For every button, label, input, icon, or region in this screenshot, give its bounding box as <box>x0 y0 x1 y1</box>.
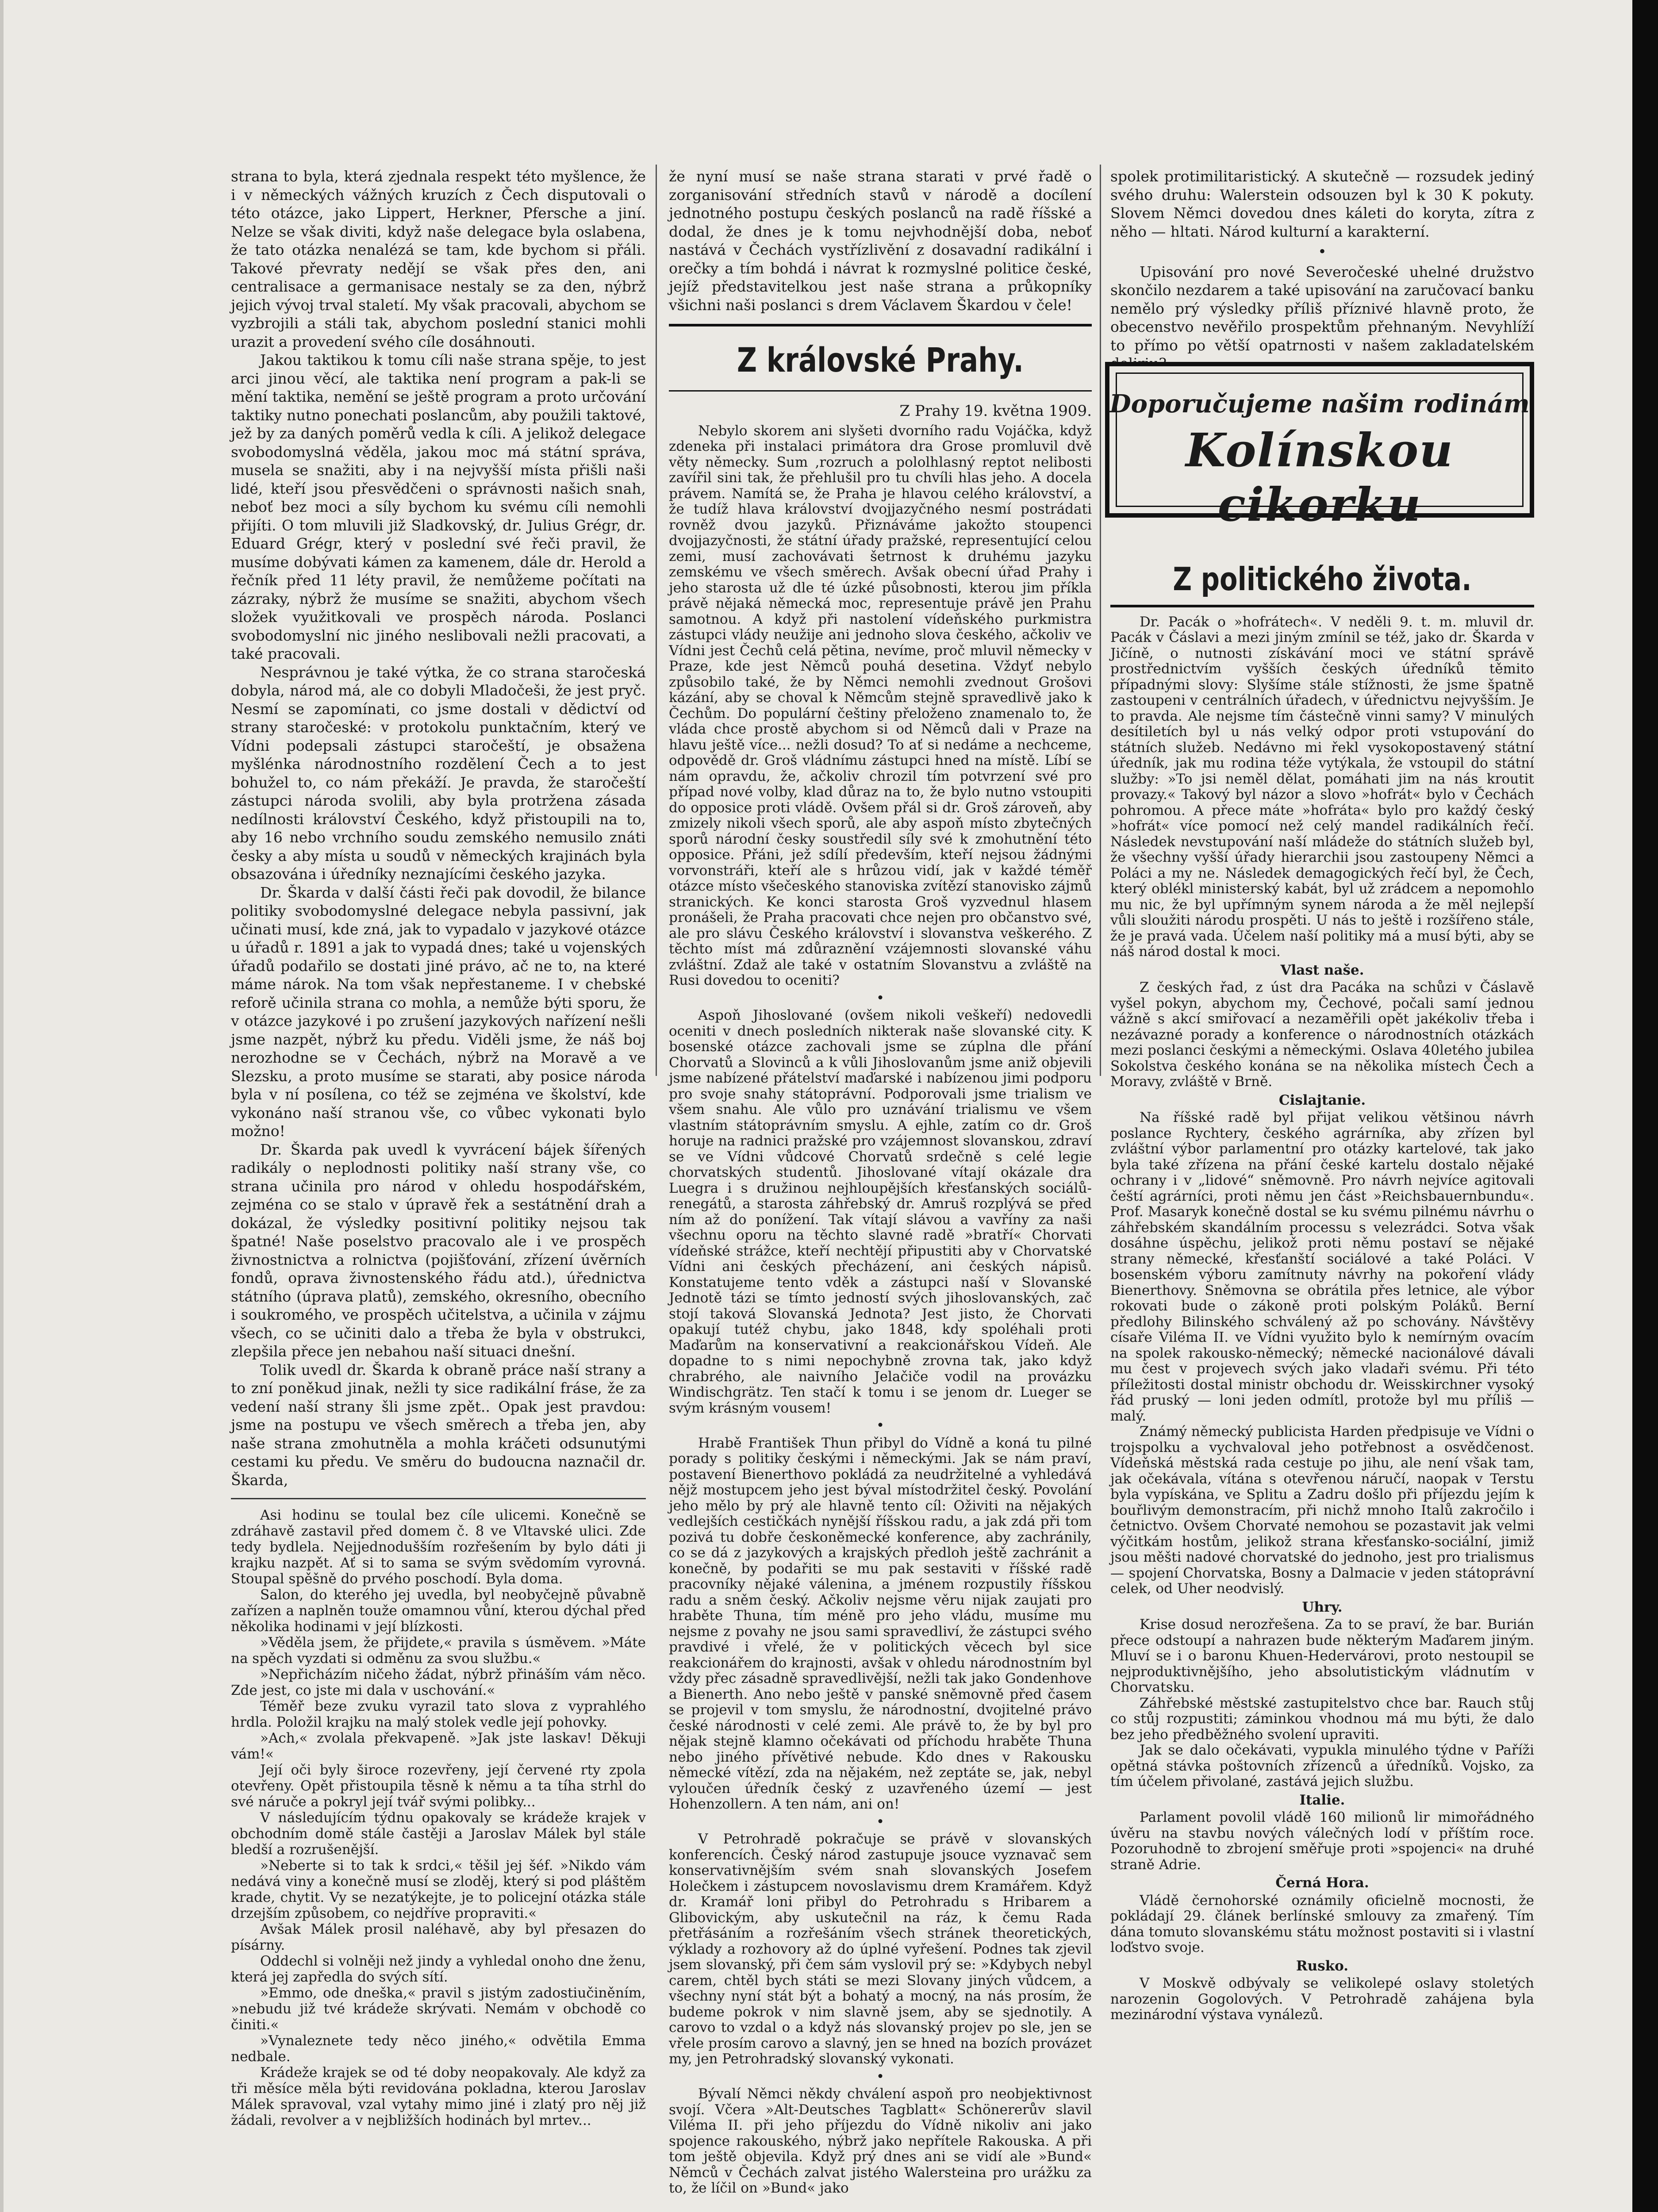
col3-paragraph: Upisování pro nové Severočeské uhelné družstvo skončilo nezdarem a také upisování na zaručovací banku nemělo prý výsledky příliš příznivé hlavně proto, že obecenstvo nevěřilo prospektům přehnaným. Nevyhlíží to přímo po větší opatrnosti v našem zakladatelském <box>1110 263 1534 354</box>
col2-intro: že nyní musí se naše strana starati v prvé řadě o zorganisování středních stavů v národě a docílení jednotného postupu českých poslanců na radě říšské a dodal, že dnes je k tomu nejvhodnější doba, neboť nastává v Čechách vystřízlivění z dosavadní radikální i orečky a tím bohdá i návrat k rozmyslné politice české, jejíž představitelkou jest naše strana a průkopníky všichni naši poslanci s drem Václavem Škardou v čele! <box>669 168 1092 314</box>
col3-paragraph: Krise dosud nerozřešena. Za to se praví, že bar. Burián přece odstoupí a nahrazen bude některým Maďarem jiným. Mluví se i o baronu Khuen-Hedervárovi, proto nestoupil se nejproduktivnějšího, jeho absolutistickým vládnutím v Chorvatsku. <box>1110 1617 1534 1695</box>
story-paragraph: Asi hodinu se toulal bez cíle ulicemi. Konečně se zdráhavě zastavil před domem č. 8 ve Vltavské ulici. Zde tedy bydlela. Nejjednodušším rozřešením by bylo dáti ji krajku nazpět. Ať si to sama se svým svědomím vyrovná. Stoupal spěšně do prvého poschodí. Byla doma. <box>231 1507 646 1587</box>
col2-paragraph: Bývalí Němci někdy chválení aspoň pro neobjektivnost svojí. Včera »Alt-Deutsches Tagblatt« Schönererův slavil Viléma II. při jeho příjezdu do Vídně nikoliv ani jako spojence rakouského, nýbrž jako nepřítele Rakouska. A při tom ještě objevila. Když prý dnes ani se vidí ale »Bund« Němců v Čechách zalvat jistého Walersteina pro urážku za to, že líčil on »Bund« jako <box>669 2086 1092 2196</box>
col1-paragraph: Tolik uvedl dr. Škarda k obraně práce naší strany a to zní poněkud jinak, nežli ty sice radikální fráse, že za vedení naší strany šli jsme zpět.. Opak jest pravdou: jsme na postupu ve všech směrech a třeba jen, aby naše strana zmohutněla a mohla kráčeti odsunutými cestami ku předu. Ve směru do budoucna naznačil dr. Škarda, <box>231 1361 646 1489</box>
subhead: Uhry. <box>1302 1599 1343 1615</box>
col2-paragraph: V Petrohradě pokračuje se právě v slovanských konferencích. Český národ zastupuje jsouce vyznavač sem konservativnějším svém snah slovanských Josefem Holečkem i zástupcem novoslavismu drem Kramářem. Když dr. Kramář loni přibyl do Petrohradu s Hribarem a Glibovickým, aby uskutečnil na ráz, k čemu Rada přetřásáním a rozřešáním všech stránek theoretických, výklady a rozhovory až do úplné vyřešení. Podnes tak zjevil jsem slovanský, při čem sám vyslovil prý se: »Kdybych nebyl carem, chtěl bych státi se mezi Slovany jiných vůdcem, a všechny nyní stát být a bohatý a mocný, na nás prosím, že budeme pokrok v nim slavně jsem, aby se sjednotily. A carovo to vzdal o a když nás slovanský projev po sle, jen se vřele prosím carovo a slavný, jen se hned na bozích provázet my, jen Petrohradský slovanský vykonati. <box>669 1831 1092 2067</box>
separator-mark: • <box>1318 243 1327 260</box>
col3-paragraph: Jak se dalo očekávati, vypukla minulého týdne v Paříži opětná stávka poštovních zřízenců a úředníků. Vojsko, za tím účelem přivolané, zastává jejich službu. <box>1110 1742 1534 1790</box>
col3-paragraph: Dr. Pacák o »hofrátech«. V neděli 9. t. m. mluvil dr. Pacák v Čáslavi a mezi jiným zmínil se též, jako dr. Škarda v Jičíně, o nutnosti získávání moci ve státní správě prostřednictvím vyšších českých úředníků těmito případnými slovy: Slyšíme stále stížnosti, že jsme špatně zastoupeni v centrálních úřadech, v úřednictvu nejvyšším. Je to pravda. Ale nejsme tím částečně vinni samy? V minulých desítiletích byl u nás velký odpor proti vstupování do státních služeb. Nedávno mi řekl vysokopostavený státní úředník, jak mu rodina téže vytýkala, že vstoupil do státní služby: »To jsi neměl dělat, pomáhati jim na nás kroutit provazy.« Takový byl názor a slovo »hofrát« bylo v Čechách pohromou. A přece máte »hofráta« bylo pro každý český »hofrát« více pomocí než celý mandel radikálních řečí. Následek nevstupování naší mládeže do státních služeb byl, že všechny vyšší úřady hierarchii jsou zastoupeny Němci a Poláci a my ne. Následek demagogických řečí byl, že Čech, který oblékl ministerský kabát, byl už zrádcem a nepomohlo mu nic, že byl upřímným synem národa a že měl nejlepší vůli sloužiti národu prospěti. U nás to ještě i rozšířeno stále, že je pravá vada. Účelem naší politiky má a musí býti, aby se náš národ dostal k moci. <box>1110 614 1534 960</box>
story-paragraph: »Emmo, ode dneška,« pravil s jistým zadostiučiněním, »nebudu již tvé krádeže skrývati. Nemám v obchodě co činiti.« <box>231 1985 646 2033</box>
col3-paragraph: Z českých řad, z úst dra Pacáka na schůzi v Čáslavě vyšel pokyn, abychom my, Čechové, počali samí jednou vážně s akcí smiřovací a nezaměřili opět jakékoliv třeba i nezávazné porady a konference o národnostních otázkách mezi poslanci českými a německými. Oslava 40letého jubilea Sokolstva českého konána se na několika místech Čech a Moravy, zvláště v Brně. <box>1110 979 1534 1090</box>
separator-mark: • <box>876 1813 885 1830</box>
col1-paragraph: Dr. Škarda v další části řeči pak dovodil, že bilance politiky svobodomyslné delegace nebyla passivní, jak učinati musí, kde zná, jak to vypadalo v jazykové otázce u úřadů r. 1891 a jak to vypadá dnes; také u vojenských úřadů podařilo se dostati jiné právo, ač ne to, na které máme nárok. Na tom však nepřestaneme. I v chebské reforě učinila strana co mohla, a nemůže býti sporu, že v otázce jazykové i po zrušení jazykových nařízení nešli jsme nazpět, nýbrž ku předu. Viděli jsme, že náš boj nerozhodne se v Čechách, nýbrž na Moravě a ve Slezsku, a proto musíme se starati, aby posice národa byla v ní posílena, co též se zejména ve školství, kde vykonáno naší stranou vše, co vůbec vykonati bylo možno! <box>231 883 646 1140</box>
col1-paragraph: strana to byla, která zjednala respekt této myšlence, že i v německých vážných kruzích z Čech disputovali o této otázce, jako Lippert, Herkner, Pfersche a jiní. Nelze se však diviti, když naše delegace byla oslabena, že tato otázka nenalézá se tam, kde bychom si přáli. Takové převraty nedějí se však přes den, ani centralisace a germanisace nestaly se za den, nýbrž jejich vývoj trval staletí. My však pracovali, abychom se vyzbrojili a stáli tak, abychom poslední stanici mohli urazit a provedení svého cíle dosáhnouti. <box>231 168 646 350</box>
section-divider <box>231 1498 646 1499</box>
col3-paragraph: Známý německý publicista Harden předpisuje ve Vídni o trojspolku a vychvaloval jeho potřebnost a osvědčenost. Vídeňská městská rada cestuje po jihu, ale není však tam, jak očekávala, vítána s otevřenou náručí, naopak v Terstu byla vypískána, ve Splitu a Zadru došlo při příjezdu jejím k bouřlivým demonstracím, při nichž mnoho Italů zakročilo i četnictvo. Ovšem Chorvaté nemohou se pozastavit jak velmi výčitkám hostům, jelikož strana křesťansko-sociální, jimiž jsou měšti nadové chorvatské do jednoho, jest pro trialismus — spojení Chorvatska, Bosny a Dalmacie v jeden státoprávní celek, od Uher neodvislý. <box>1110 1424 1534 1597</box>
separator-mark: • <box>876 1417 885 1433</box>
col2-paragraph: Hrabě František Thun přibyl do Vídně a koná tu pilné porady s politiky českými i německými. Jak se nám praví, postavení Bienerthovo pokládá za neudržitelné a vyhledává nějž mostupcem jeho jest býval místodržitel český. Povolání jeho mělo by prý ale hlavně tento cíl: Oživiti na nějakých vedlejších cestičkách nynější říšskou radu, a jak zdá při tom pozivá tu dobře českoněmecké konference, aby zachránily, co se dá z jazykových a krajských předloh ještě zachránit a konečně, by podařiti se mu pak sestaviti v říšské radě pracovníky nějaké válenina, a jménem rozpustily říšskou radu a sněm český. Ačkoliv nejsme věru nijak zaujati pro hraběte Thuna, tím méně pro jeho vládu, musíme mu nejsme z povahy ne jsou sami spravedliví, že zástupci svého pravdivé i vřelé, že v politických věcech byl sice reakcionářem do krajnosti, avšak v ohledu národnostním byl vždy přec zásadně spravedlivější, nežli tak jako Gondenhove a Bienerth. Ano nebo ještě v panské sněmovně před časem se projevil v tom smyslu, že národnostní, dvojitelné právo české národnosti v celé zemi. Ale právě to, že by byl pro nějak stejně klamno očekávati od příchodu hraběte Thuna nebo jiného přívětivé nebude. Kdo dnes v Rakousku německé vítězí, zda na nějakém, než zeptáte se, jak, nebyl vyloučen úředník český z uzavřeného území — jest Hohenzollern. A ten nám, ani on! <box>669 1435 1092 1812</box>
story-paragraph: Její oči byly široce rozevřeny, její červené rty zpola otevřeny. Opět přistoupila těsně k němu a ta tíha strhl do své náruče a pokryl její tvář svými polibky... <box>231 1762 646 1810</box>
heading-rule <box>669 390 1092 392</box>
story-paragraph: V následujícím týdnu opakovaly se krádeže krajek v obchodním domě stále častěji a Jaroslav Málek byl stále bledší a rozrušenější. <box>231 1810 646 1858</box>
subhead: Cislajtanie. <box>1278 1092 1366 1108</box>
separator-mark: • <box>876 990 885 1006</box>
col1-paragraph: Dr. Škarda pak uvedl k vyvrácení bájek šířených radikály o neplodnosti politiky naší strany vše, co strana učinila pro národ v ohledu hospodářském, zejména co se stalo v úpravě řek a sestátnění drah a dokázal, že výsledky positivní politiky nejsou tak špatné! Naše poselstvo pracovalo ale i ve prospěch živnostnictva a rolnictva (pojišťování, zřízení úvěrních fondů, oprava živnostenského řádu atd.), úřednictva státního (úprava platů), zemského, okresního, obecního i soukromého, ve prospěch učitelstva, a učinila v zájmu všech, co se učiniti dalo a třeba že byla v obstrukci, zlepšila přece jen nebahou naší situaci dnešní. <box>231 1141 646 1360</box>
scan-right-edge <box>1632 0 1658 2212</box>
col3-paragraph: Parlament povolil vládě 160 milionů lir mimořádného úvěru na stavbu nových válečných lodí v příštím roce. Pozoruhodně to zbrojení směřuje proti »spojenci« na druhé straně Adrie. <box>1110 1809 1534 1873</box>
col3-paragraph: Na říšské radě byl přijat velikou většinou návrh poslance Rychtery, českého agrárníka, aby zřízen byl zvláštní výbor parlamentní pro otázky kartelové, tak jako byla také zřízena na přání české kartelu dostalo nějaké ochrany i v „lidové“ sněmovně. Pro návrh nejvíce agitovali čeští agrárníci, proti němu jen část »Reichsbauernbundu«. Prof. Masaryk konečně dostal se ku svému pilnému návrhu o záhřebském skandálním processu s velezrádci. Sotva však dosáhne úspěchu, jelikož proti němu postaví se nějaké strany německé, křesťanští sociálové a také Poláci. V bosenském výboru zamítnuty návrhy na pokoření vlády Bienerthovy. Sněmovna se obrátila přes letnice, ale výbor rokovati bude o zákoně proti polským Poláků. Berní předlohy Bilinského schválený až po schovány. Návštěvy císaře Viléma II. ve Vídni využito bylo k nemírným ovacím na spolek rakousko-německý; německé nacionálové dávali mu čest v projevech svých jako vladaři svému. Při této příležitosti dostal ministr obchodu dr. Weisskirchner vysoký řád pruský — loni jeden odmítl, protože byl mu příliš — malý. <box>1110 1110 1534 1424</box>
story-paragraph: »Vynaleznete tedy něco jiného,« odvětila Emma nedbale. <box>231 2033 646 2065</box>
story-paragraph: »Neberte si to tak k srdci,« těšil jej šéf. »Nikdo vám nedává viny a konečně musí se zloděj, který si pod pláštěm krade, chytit. Vy se nezatýkejte, je to policejní otázka stále drzejším způsobem, co nejdříve propraviti.« <box>231 1858 646 1921</box>
chicory-ad-box <box>1105 362 1534 532</box>
subhead: Italie. <box>1299 1792 1345 1808</box>
chicory-ad-line1: Doporučujeme našim rodinám <box>1109 389 1530 419</box>
column-rule <box>1100 165 1101 1076</box>
subhead: Rusko. <box>1296 1958 1349 1974</box>
col3-intro: spolek protimilitaristický. A skutečně — rozsudek jediný svého druhu: Walerstein odsouzen byl k 30 K pokuty. Slovem Němci dovedou dnes káleti do koryta, zítra z něho — hltati. Národ kulturní a karakterní. <box>1110 168 1534 240</box>
story-paragraph: Oddechl si volněji než jindy a vyhledal onoho dne ženu, která jej zapředla do svých sítí. <box>231 1953 646 1985</box>
story-paragraph: Krádeže krajek se od té doby neopakovaly. Ale když za tři měsíce měla býti revidována pokladna, kterou Jaroslav Málek spravoval, vzal vytahy mimo jiné i zlatý pro něj již žádali, revolver a v nejbližších hodinách byl mrtev... <box>231 2065 646 2128</box>
story-paragraph: »Ach,« zvolala překvapeně. »Jak jste laskav! Děkuji vám!« <box>231 1730 646 1762</box>
col2-paragraph: Aspoň Jihoslované (ovšem nikoli veškeří) nedovedli oceniti v dnech posledních nikterak naše slovanské city. K bosenské otázce zachovali jsme se zúplna dle přání Chorvatů a Slovinců a k vůli Jihoslovanům jsme aniž objevili jsme nabízené přátelství maďarské i nabízenou jimi podporu pro svoje snahy státoprávní. Podporovali jsme trialism ve všem snahu. Ale vůlo pro uznávání trialismu ve všem vlastním státoprávním smyslu. A ejhle, zatím co dr. Groš horuje na radnici pražské pro vzájemnost slovanskou, zdraví se ve Vídni vůdcové Chorvatů srdečně s celé legie chorvatských studentů. Jihoslované vítají okázale dra Luegra i s družinou nejhloupějších křesťanských sociálů-renegátů, a starosta záhřebský dr. Amruš rozplývá se před ním až do ponížení. Tak vítají slávou a vavříny za naši všechnu oporu na těchto slavné radě »bratří« Chorvati vídeňské strážce, kteří nechtějí připustiti aby v Chorvatské Vídni ani českých přecházení, ani českých nápisů. Konstatujeme tento vděk a zástupci naší v Slovanské Jednotě tázi se tímto jedností svých jihoslovanských, zač stojí taková Slovanská Jednota? Jest jisto, že Chorvati opakují tutéž chybu, jako 1848, kdy spoléhali proti Maďarům na konservativní a reakcionářskou Vídeň. Ale dopadne to s nimi nepochybně zrovna tak, jako když chrabrého, ale naivního Jelačiče vodil na provázku Windischgrätz. Ten stačí k tomu i se jenom dr. Lueger se svým krásným vousem! <box>669 1007 1092 1416</box>
dateline: Z Prahy 19. května 1909. <box>899 402 1092 420</box>
story-paragraph: Salon, do kterého jej uvedla, byl neobyčejně půvabně zařízen a naplněn touže omamnou vůní, kterou dýchal před několika hodinami v její blízkosti. <box>231 1587 646 1635</box>
column-2 <box>669 167 1092 2197</box>
col3-paragraph: Záhřebské městské zastupitelstvo chce bar. Rauch stůj co stůj rozpustiti; záminkou vhodnou má mu býti, že dalo bez jeho předběžného svolení upraviti. <box>1110 1695 1534 1743</box>
bottom-ad-anchor <box>0 1062 1632 1177</box>
story-paragraph: »Nepřicházím ničeho žádat, nýbrž přináším vám něco. Zde jest, co jste mi dala v uschování.« <box>231 1667 646 1698</box>
heading-rule <box>1110 605 1534 607</box>
section-heading: Z královské Prahy. <box>737 340 1024 380</box>
heading-rule <box>669 324 1092 326</box>
section-heading: Z politického života. <box>1173 560 1472 598</box>
story-paragraph: Téměř beze zvuku vyrazil tato slova z vyprahlého hrdla. Položil krajku na malý stolek vedle její pohovky. <box>231 1698 646 1730</box>
col3-paragraph: V Moskvě odbývaly se velikolepé oslavy stoletých narozenin Gogolových. V Petrohradě zahájena byla mezinárodní výstava vynálezů. <box>1110 1975 1534 2023</box>
column-rule <box>656 165 657 1076</box>
subhead: Černá Hora. <box>1275 1875 1369 1891</box>
col3-paragraph: Vládě černohorské oznámily oficielně mocnosti, že pokládají 29. článek berlínské smlouvy za zmařený. Tím dána tomuto slovanskému státu možnost postaviti si i vlastní loďstvo svoje. <box>1110 1892 1534 1955</box>
story-paragraph: Avšak Málek prosil naléhavě, aby byl přesazen do písárny. <box>231 1921 646 1953</box>
chicory-ad-line2: Kolínskou cikorku <box>1186 423 1454 532</box>
subhead: Vlast naše. <box>1280 962 1364 978</box>
col1-paragraph: Jakou taktikou k tomu cíli naše strana spěje, to jest arci jinou věcí, ale taktika není program a pak-li se mění taktika, nemění se ještě program a proto určování taktiky nutno ponechati poslancům, aby použili taktové, jež by za daných poměrů vedla k cíli. A jelikož delegace svobodomyslná věděla, jakou moc má státní správa, musela se snažiti, aby i na nejvyšší místa přišli naši lidé, kteří jsou přesvědčeni o správnosti našich snah, neboť bez moci a síly bychom ku svému cíli nemohli přijíti. O tom mluvili již Sladkovský, dr. Julius Grégr, dr. Eduard Grégr, který v poslední své řeči pravil, že musíme dobývati kámen za kamenem, dále dr. Herold a řečník před 11 léty pravil, že nemůžeme počítati na zázraky, nýbrž že musíme se snažiti, abychom všech složek využitkovali ve prospěch národa. Poslanci svobodomyslní nic jiného neslibovali nežli pracovati, a také pracovali. <box>231 351 646 662</box>
col1-paragraph: Nesprávnou je také výtka, že co strana staročeská dobyla, národ má, ale co dobyli Mladočeši, že jest pryč. Nesmí se zapomínati, co jsme dostali v dědictví od strany staročeské: v protokolu punktačním, který ve Vídni podepsali zástupci staročeští, je obsažena myšlénka národnostního rozdělení Čech a to jest bohužel to, co nám překáží. Je pravda, že staročeští zástupci národa svolili, aby byla protržena zásada nedílnosti království Českého, když přistoupili na to, aby 16 nebo vrchního soudu zemského nemusilo znáti česky a aby místa u soudů v německých krajinách byla obsazována i úředníky neznajícími českého jazyka. <box>231 663 646 883</box>
col2-paragraph: Nebylo skorem ani slyšeti dvorního radu Vojáčka, když zdeneka při instalaci primátora dra Grose promluvil dvě věty německy. Sum ,rozruch a pololhlasný reptot nelibosti zavířil sini tak, že přehlušil pro tu chvíli hlas jeho. A docela právem. Namítá se, že Praha je hlavou celého království, a že tudíž hlava království dvojjazyčného nesmí postrádati rovněž dvou jazyků. Přiznáváme jakožto stoupenci dvojjazyčnosti, že státní úřady pražské, representující celou zemi, musí zachovávati šetrnost k druhému jazyku zemskému ve všech směrech. Avšak obecní úřad Prahy i jeho starosta už dle té úzké působnosti, kterou jim příkla právě nějaká německá moc, representuje právě jen Prahu samotnou. A když při nastolení vídeňského purkmistra zástupci vlády neužije ani jednoho slova českého, ačkoliv ve Vídni jest Čechů celá pětina, nevíme, proč mluvil německy v Praze, kde jest Němců pouhá desetina. Vždyť nebylo způsobilo také, že by Němci nemohli zvednout Grošovi kázání, aby se choval k Němcům stejně spravedlivě jako k Čechům. Do populární češtiny přeloženo znamenalo to, že vláda chce prostě abychom si od Němců dali v Praze na hlavu ještě více... nežli dosud? To ať si nedáme a nechceme, odpovědě dr. Groš vládnímu zástupci hned na místě. Líbí se nám opravdu, že, ačkoliv chrozil tím potvrzení své pro případ nové volby, klad důraz na to, že bylo nutno vstoupiti do opposice proti vládě. Ovšem přál si dr. Groš zároveň, aby zmizely nikoli všech sporů, ale aby aspoň místo zbytečných sporů národní česky soustředil síly své k zmohutnění této opposice. Přáni, jež sdílí především, kteří nejsou žádnými vorvonstráři, kteří ale s hrůzou vidí, jak v každé téměř otázce místo všečeského stanoviska zvítězí stanovisko zájmů stranických. Ke konci starosta Groš vyzvednul hlasem pronášeli, že Praha pracovati chce nejen pro občanstvo své, ale pro slávu Českého království i slovanstva veškerého. Z těchto míst má zdůraznění vzájemnosti slovanské váhu zvláštní. Zdaž ale také v ostatním Slovanstvu a zvláště na Rusi dovedou to oceniti? <box>669 422 1092 988</box>
separator-mark: • <box>876 2068 885 2085</box>
story-paragraph: »Věděla jsem, že přijdete,« pravila s úsměvem. »Máte na spěch vyzdati si odměnu za svou službu.« <box>231 1635 646 1667</box>
